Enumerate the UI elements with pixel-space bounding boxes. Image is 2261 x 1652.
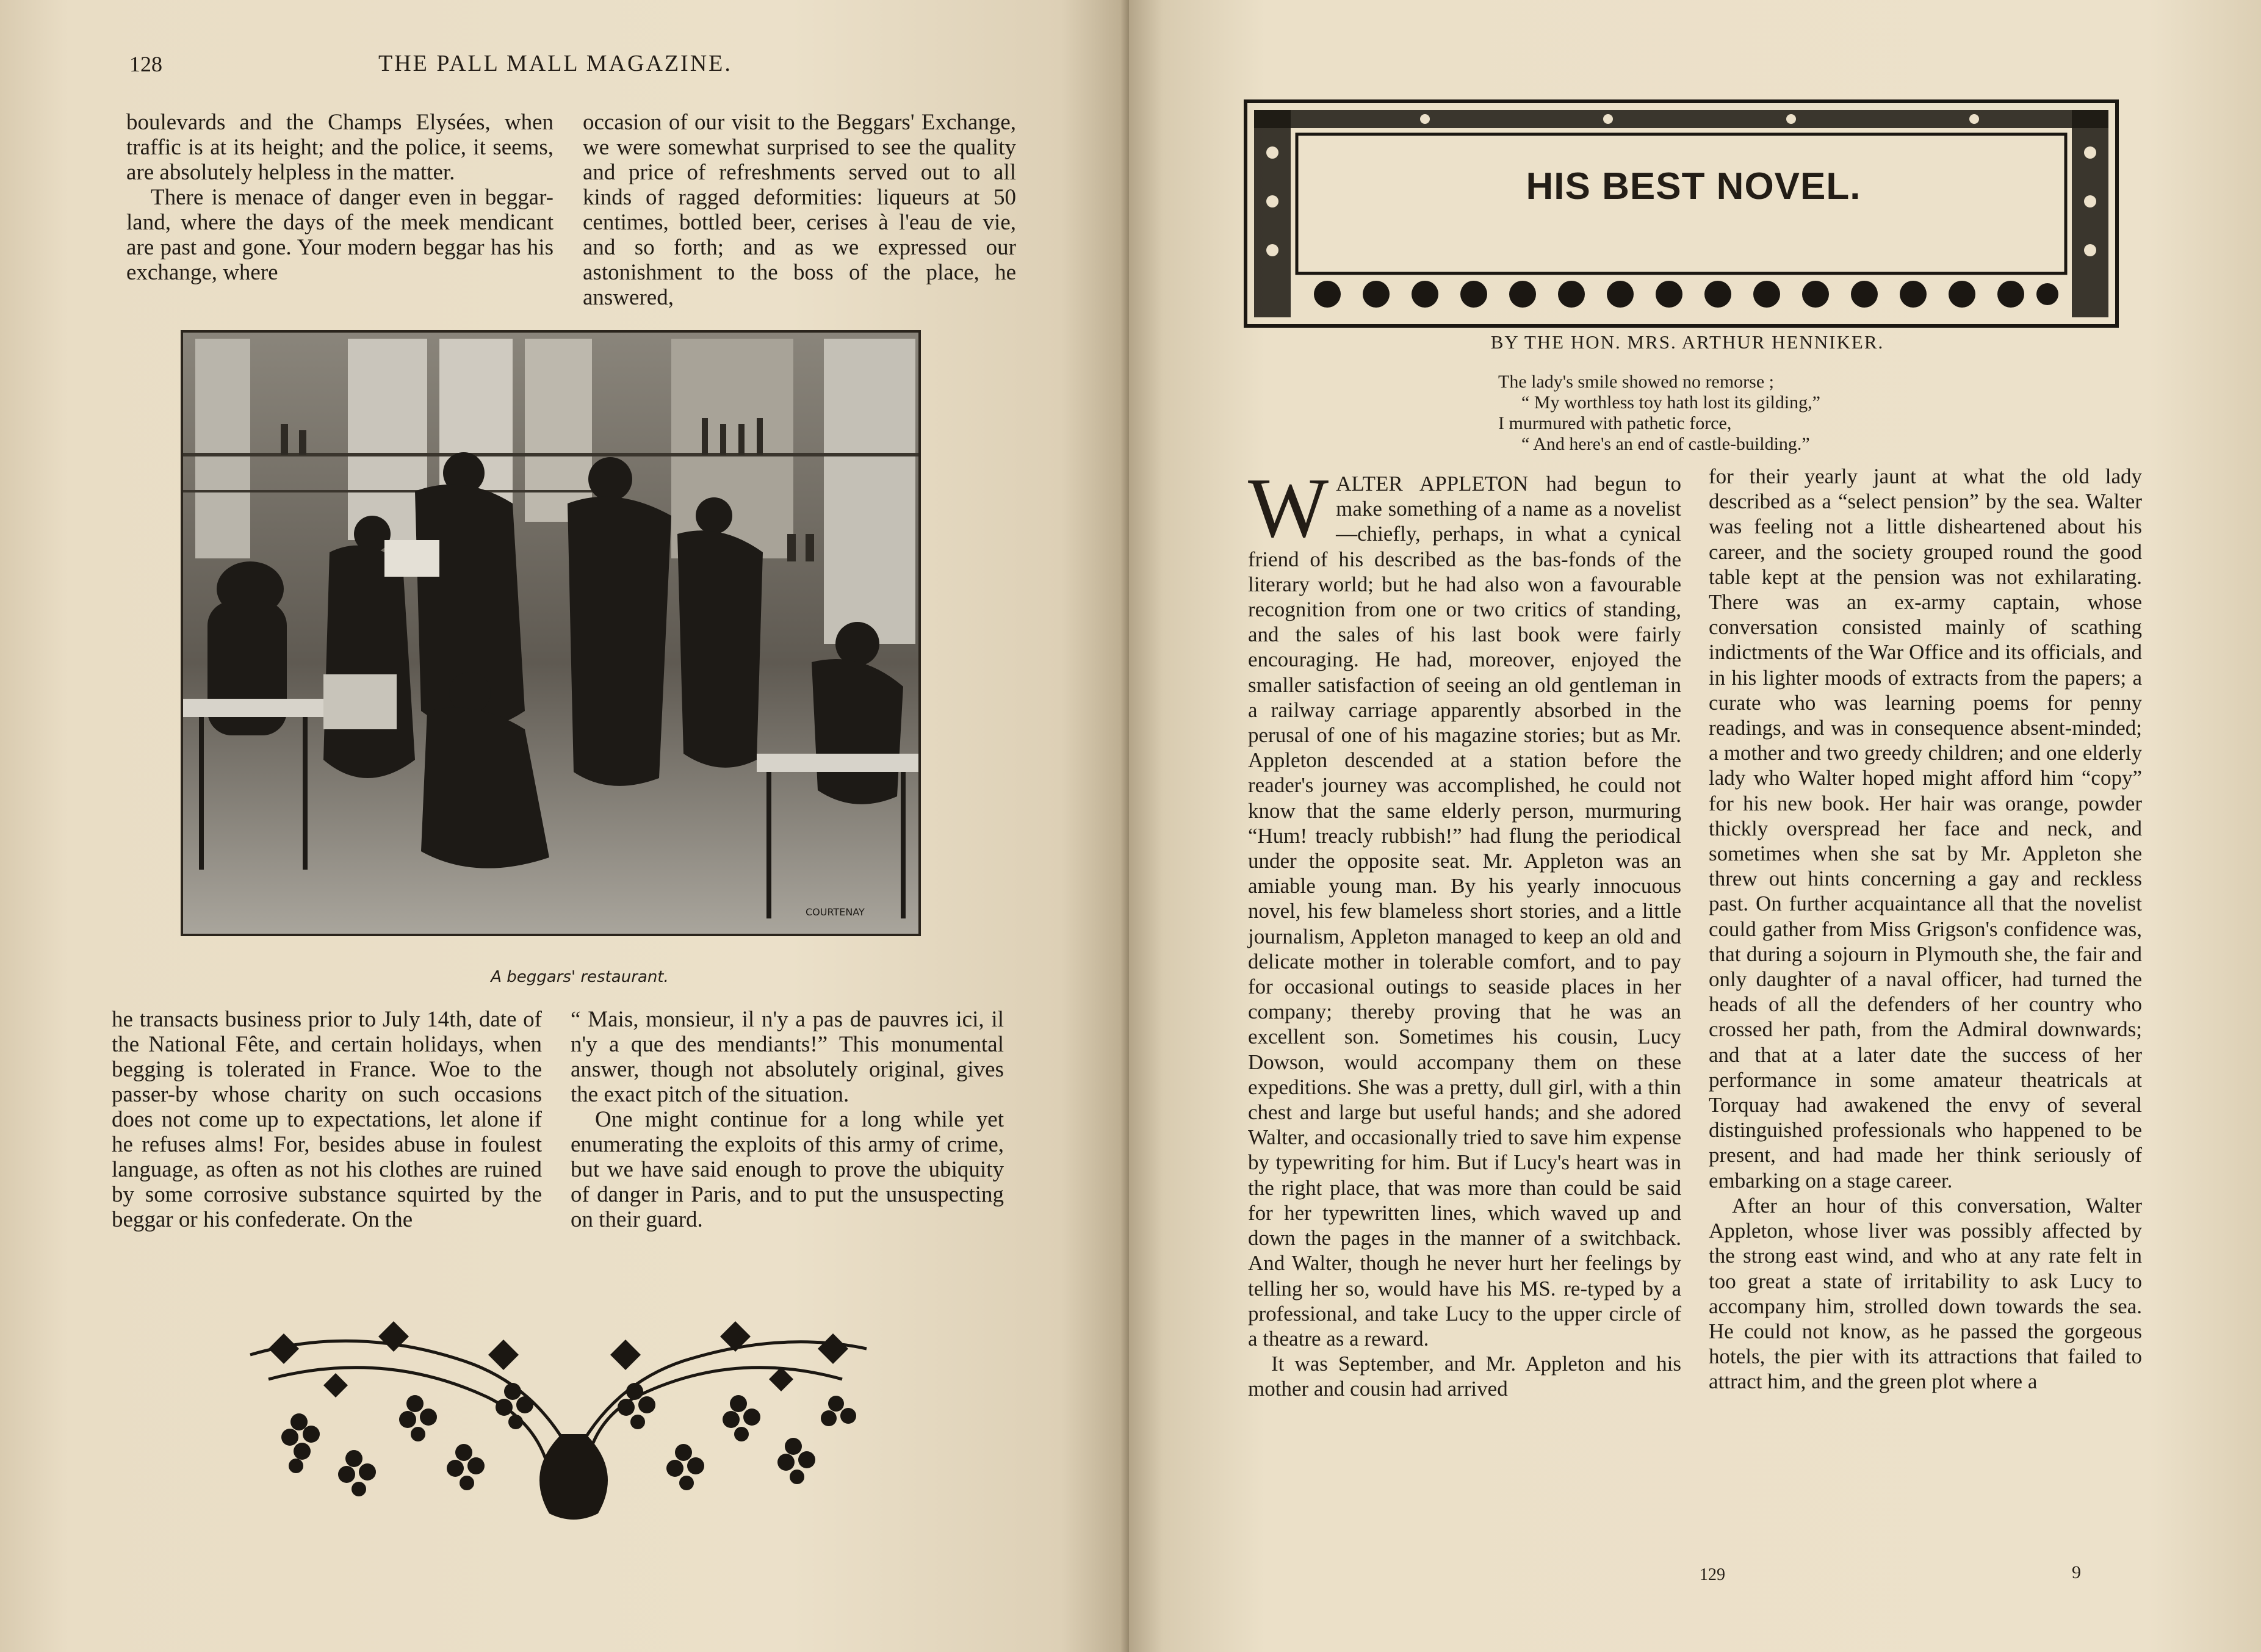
paragraph: occasion of our visit to the Beggars' Exchange, we were somewhat surprised to see the quality and price of refreshments served out to all kinds of ragged deformities: liqueurs at 50 centimes, bottled beer, cerises à l'eau de vie, and so forth; and as we expressed our astonishment to the boss of the place, he answered, [583,110,1016,310]
signature-mark: 9 [2072,1562,2081,1582]
epigraph-line: “ And here's an end of castle-building.” [1521,434,1810,454]
left-col1-bottom [112,1007,542,1232]
paragraph: There is menace of danger even in beggar-land, where the days of the meek mendicant are past and gone. Your modern beggar has his exchange, where [126,185,554,285]
left-col2-top [583,110,1016,310]
engraver-signature: COURTENAY [806,906,865,918]
right-col1 [1248,461,1681,1402]
running-head: THE PALL MALL MAGAZINE. [378,51,732,76]
illustration-caption: A beggars' restaurant. [491,968,669,986]
paragraph: boulevards and the Champs Elysées, when traffic is at its height; and the police, it seems, are absolutely helpless in the matter. [126,110,554,185]
story-title: HIS BEST NOVEL. [1526,165,1861,207]
epigraph [1498,372,1925,455]
paragraph: for their yearly jaunt at what the old lady described as a “select pension” by the sea. Walter was feeling not a little disheartened about his career, and the society grouped round the good table kept at the pension was not exhilarating. There was an ex-army captain, whose conversation consisted mainly of scathing indictments of the War Office and its officials, and in his lighter moods of extracts from the papers; a curate who was learning poems for penny readings, and was in consequence absent-minded; a mother and two greedy children; and one elderly lady who Walter hoped might afford him “copy” for his new book. Her hair was orange, powder thickly overspread her face and neck, and sometimes when she sat by Mr. Appleton she threw out hints concerning a gay and reckless past. On further acquaintance all that the novelist could gather from Miss Grigson's confidence was, that during a sojourn in Plymouth she, the fair and only daughter of a naval officer, had turned the heads of all the defenders of her country who crossed her path, from the Admiral downwards; and that at a later date the success of her performance in some amateur theatricals at Torquay had awakened the envy of several distinguished professionals who happened to be present, and had made her think seriously of embarking on a stage career. [1709,464,2142,1192]
paragraph: “ Mais, monsieur, il n'y a pas de pauvres ici, il n'y a que des mendiants!” This monumental answer, though not absolutely original, gives the exact pitch of the situation. [571,1007,1004,1107]
grapevine-ornament [232,1312,879,1532]
byline: BY THE HON. MRS. ARTHUR HENNIKER. [1490,331,1884,353]
left-col1-top [126,110,554,285]
epigraph-line: I murmured with pathetic force, [1498,413,1732,433]
paragraph: One might continue for a long while yet enumerating the exploits of this army of crime, but we have said enough to prove the ubiquity of danger in Paris, and to put the unsuspecting on their guard. [571,1107,1004,1232]
epigraph-line: “ My worthless toy hath lost its gilding,” [1521,392,1820,413]
title-ornamental-frame [1242,98,2121,330]
paragraph: It was September, and Mr. Appleton and his mother and cousin had arrived [1248,1352,1681,1401]
left-col2-bottom [571,1007,1004,1232]
paragraph-text: ALTER APPLETON had begun to make something of a name as a novelist—chiefly, perhaps, in what a cynical friend of his described as the bas-fonds of the literary world; but he had also won a favourable recognition from one or two critics of standing, and the sales of his last book were fairly encouraging. He had, moreover, enjoyed the smaller satisfaction of seeing an old gentleman in a railway carriage apparently absorbed in the perusal of one of his magazine stories; but as Mr. Appleton descended at a station before the reader's journey was accomplished, he could not know that the same elderly person, murmuring “Hum! treacly rubbish!” had flung the periodical under the opposite seat. Mr. Appleton was an amiable young man. By his yearly innocuous novel, his few blameless short stories, and a little journalism, Appleton managed to keep an old and delicate mother in tolerable comfort, and to pay for occasional outings to seaside places in her company; thereby proving that he was an excellent son. Sometimes his cousin, Lucy Dowson, would accompany them on these expeditions. She was a pretty, dull girl, with a thin chest and large but useful hands; and she adored Walter, and occasionally tried to save him expense by typewriting for him. But if Lucy's heart was in the right place, that was more than could be said for her typewritten lines, which waved up and down the pages in the manner of a switchback. And Walter, though he never hurt her feelings by telling her so, would have his MS. re-typed by a professional, and take Lucy to the upper circle of a theatre as a reward. [1248,472,1681,1351]
engraving-image [183,333,918,934]
illustration-beggars-restaurant [181,330,921,936]
page-number-left: 128 [129,52,162,76]
drop-cap: W [1248,461,1329,555]
right-col2 [1709,464,2142,1394]
epigraph-line: The lady's smile showed no remorse ; [1498,372,1774,392]
vine-leaves [269,1321,848,1398]
page-number-right: 129 [1700,1565,1725,1584]
paragraph: he transacts business prior to July 14th, date of the National Fête, and certain holidays, when begging is tolerated in France. Woe to the passer-by whose charity on such occasions does not come up to expectations, let alone if he refuses alms! For, besides abuse in foulest language, as often as not his clothes are ruined by some corrosive substance squirted by the beggar or his confederate. On the [112,1007,542,1232]
grape-border [1314,281,2058,308]
paragraph: After an hour of this conversation, Walter Appleton, whose liver was possibly affected by the strong east wind, and who at any rate felt in too great a state of irritability to ask Lucy to accompany him, strolled down towards the sea. He could not know, as he passed the gorgeous hotels, the pier with its attractions that failed to attract him, and the green plot where a [1709,1193,2142,1394]
paragraph [1248,461,1681,1351]
left-page [0,0,1129,1652]
